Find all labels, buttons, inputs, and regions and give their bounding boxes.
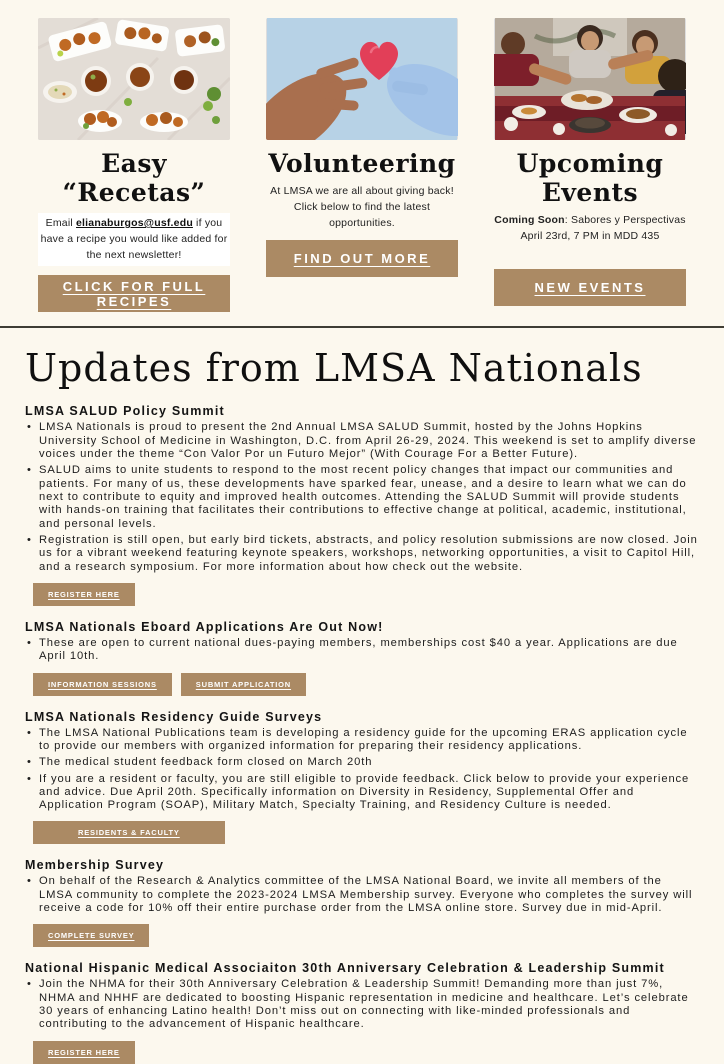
bullet-item: • These are open to current national dues-paying members, memberships cost $40 a year. Applications are due April 10th. — [25, 637, 699, 664]
desc-text: if you have a recipe you would like added for the next newsletter! — [40, 217, 228, 261]
bullet-item: • Join the NHMA for their 30th Anniversary Celebration & Leadership Summit! Demanding more than just 7%, NHMA and NHHF are dedicated to boosting Hispanic representation in medicine and healthcare. Let’s celebrate 30 years of enhancing Latino health! Don’t miss out on connecting with like-minded professionals and contributing to the advancement of Hispanic healthcare. — [25, 978, 699, 1031]
desc-text: : Sabores y Perspectivas April 23rd, 7 PM in MDD 435 — [520, 214, 686, 242]
card-events — [494, 18, 686, 312]
bullet-item: • If you are a resident or faculty, you are still eligible to provide feedback. Click below to provide your experience and advice. Due April 20th. Specifically information on Diversity in Residency, Supplemental Offer and Application Program (SOAP), Military Match, Specialty Training, and Residency Culture is needed. — [25, 773, 699, 813]
find-out-more-button[interactable]: FIND OUT MORE — [266, 240, 458, 277]
section-heading: LMSA Nationals Eboard Applications Are Out Now! — [25, 619, 384, 634]
register-here-button[interactable]: REGISTER HERE — [33, 1041, 135, 1064]
card-title-events: Upcoming Events — [516, 149, 664, 207]
section-eboard-applications — [25, 620, 699, 696]
section-membership-survey — [25, 858, 699, 947]
divider — [0, 326, 724, 328]
card-desc-recipes — [38, 213, 230, 266]
bullet-item: • The medical student feedback form closed on March 20th — [25, 756, 699, 769]
card-desc-events — [494, 213, 686, 260]
family-dinner-photo — [494, 18, 686, 140]
section-nhma-summit — [25, 961, 699, 1063]
bullet-item: • The LMSA National Publications team is developing a residency guide for the upcoming ERAS application cycle to provide our members with organized information for preparing their residency applications. — [25, 727, 699, 754]
desc-text: Email — [45, 217, 77, 229]
full-recipes-button[interactable]: CLICK FOR FULL RECIPES — [38, 275, 230, 312]
section-heading: LMSA Nationals Residency Guide Surveys — [25, 709, 323, 724]
submit-application-button[interactable]: SUBMIT APPLICATION — [181, 673, 306, 696]
section-heading: LMSA SALUD Policy Summit — [25, 404, 225, 419]
updates-main — [0, 346, 724, 1064]
food-spread-photo — [38, 18, 230, 140]
section-heading: Membership Survey — [25, 858, 165, 873]
bullet-item: • Registration is still open, but early bird tickets, abstracts, and policy resolution submissions are now closed. Join us for a vibrant weekend featuring keynote speakers, workshops, networking opportunities, a visit to Capitol Hill, and a research symposium. For more information about how check out the website. — [25, 534, 699, 574]
register-here-button[interactable]: REGISTER HERE — [33, 583, 135, 606]
card-title-volunteering: Volunteering — [268, 149, 456, 178]
information-sessions-button[interactable]: INFORMATION SESSIONS — [33, 673, 172, 696]
card-volunteering — [266, 18, 458, 312]
bullet-item: • LMSA Nationals is proud to present the 2nd Annual LMSA SALUD Summit, hosted by the Johns Hopkins University School of Medicine in Washington, D.C. from April 26-29, 2024. This weekend is set to amplify diverse voices under the theme “Con Valor Por un Futuro Mejor” (With Courage For a Better Future). — [25, 421, 699, 461]
bullet-item: • On behalf of the Research & Analytics committee of the LMSA National Board, we invite all members of the LMSA community to complete the 2023-2024 LMSA Membership survey. Everyone who completes the survey will receive a code for 10% off their entire purchase order from the LMSA online store. Survey due in mid-April. — [25, 875, 699, 915]
section-residency-surveys — [25, 710, 699, 845]
hand-heart-photo — [266, 18, 458, 140]
top-cards-row — [0, 0, 724, 312]
section-heading: National Hispanic Medical Associaiton 30th Anniversary Celebration & Leadership Summit — [25, 961, 665, 976]
complete-survey-button[interactable]: COMPLETE SURVEY — [33, 924, 149, 947]
residents-faculty-button[interactable]: RESIDENTS & FACULTY — [33, 821, 225, 844]
desc-text: At LMSA we are all about giving back! Click below to find the latest opportunities. — [270, 185, 454, 229]
bullet-item: • SALUD aims to unite students to respond to the most recent policy changes that impact our communities and patients. For many of us, these developments have sparked fear, unease, and a desire to learn what we can do next to contribute to equity and improved health outcomes. Attending the SALUD Summit will provide students with hands-on training that facilitates their contributions to effective change at political, academic, institutional, and personal levels. — [25, 464, 699, 531]
email-link[interactable]: elianaburgos@usf.edu — [76, 217, 193, 229]
section-salud-summit — [25, 404, 699, 606]
page-title: Updates from LMSA Nationals — [25, 346, 643, 391]
card-desc-volunteering — [266, 184, 458, 231]
coming-soon-label: Coming Soon — [494, 214, 565, 226]
new-events-button[interactable]: NEW EVENTS — [494, 269, 686, 306]
card-title-recipes: Easy “Recetas” — [62, 149, 206, 207]
card-recipes — [38, 18, 230, 312]
